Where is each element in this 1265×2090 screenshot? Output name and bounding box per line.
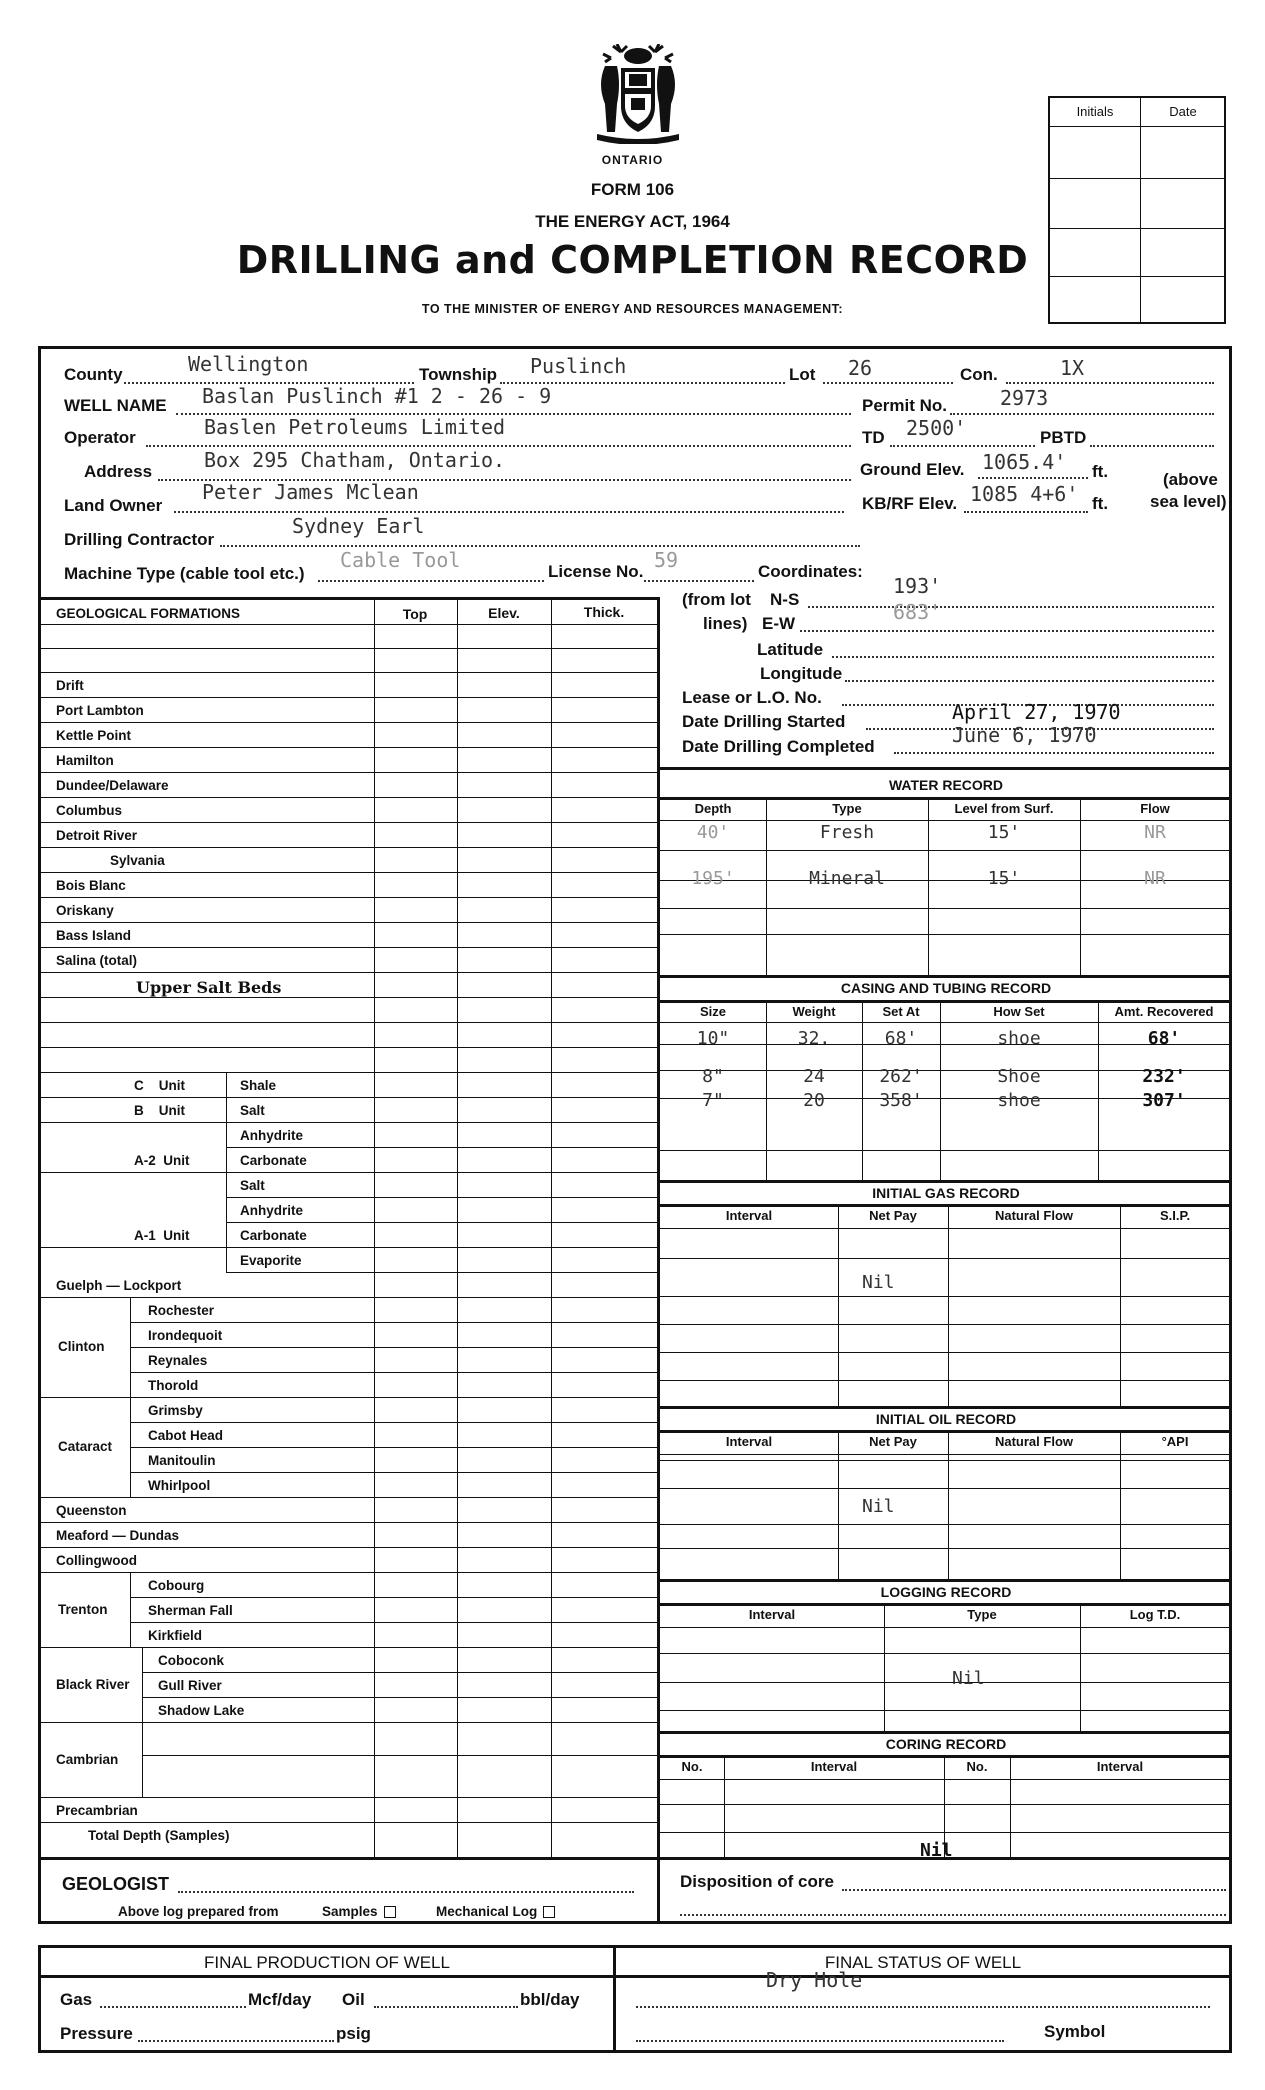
casing-cell: 232' xyxy=(1142,1066,1186,1087)
water-header-cell: Depth xyxy=(694,801,732,816)
cataract-label: Cataract xyxy=(58,1439,113,1454)
casing-cell: shoe xyxy=(997,1090,1041,1111)
salina-unit-label: A-1 Unit xyxy=(134,1228,190,1243)
salina-subunit: Anhydrite xyxy=(240,1128,304,1143)
gas-header-cell: Interval xyxy=(725,1208,773,1223)
cataract-subunit: Cabot Head xyxy=(148,1428,224,1443)
clinton-label: Clinton xyxy=(58,1339,105,1354)
permit-label: Permit No. xyxy=(862,396,948,415)
coring-nil-note: Nil xyxy=(920,1840,953,1861)
gas-record-title: INITIAL GAS RECORD xyxy=(872,1185,1020,1201)
total-depth-label: Total Depth (Samples) xyxy=(88,1828,230,1843)
lease-label: Lease or L.O. No. xyxy=(682,688,822,707)
contractor-value: Sydney Earl xyxy=(292,514,425,538)
logging-header-cell: Log T.D. xyxy=(1129,1607,1181,1622)
coring-header-cell: No. xyxy=(966,1759,988,1774)
coring-record-title: CORING RECORD xyxy=(885,1736,1007,1752)
address-value: Box 295 Chatham, Ontario. xyxy=(204,448,506,472)
water-cell: 15' xyxy=(987,822,1021,843)
form-number: FORM 106 xyxy=(590,180,675,199)
casing-header-cell: Amt. Recovered xyxy=(1114,1004,1214,1019)
casing-cell: 8" xyxy=(702,1066,724,1087)
logging-record-title: LOGGING RECORD xyxy=(880,1584,1012,1600)
addressee: TO THE MINISTER OF ENERGY AND RESOURCES MANAGEMENT: xyxy=(421,302,844,316)
operator-label: Operator xyxy=(64,428,136,447)
ns-value: 193' xyxy=(893,574,942,598)
clinton-subunit: Irondequoit xyxy=(148,1328,223,1343)
date-header: Date xyxy=(1169,104,1197,119)
permit-value: 2973 xyxy=(1000,386,1049,410)
coordinates-label: Coordinates: xyxy=(758,562,863,581)
geo-row-label: Columbus xyxy=(56,803,122,818)
oil-header-cell: Interval xyxy=(725,1434,773,1449)
oil-header-cell: Natural Flow xyxy=(994,1434,1073,1449)
machine-type-value: Cable Tool xyxy=(340,548,461,572)
salina-subunit: Salt xyxy=(240,1178,265,1193)
con-label: Con. xyxy=(960,365,998,384)
queenston-label: Queenston xyxy=(56,1503,127,1518)
oil-header-cell: Net Pay xyxy=(869,1434,917,1449)
above-label: (above xyxy=(1163,470,1218,489)
water-cell: NR xyxy=(1144,822,1166,843)
casing-cell: shoe xyxy=(997,1028,1041,1049)
county-label: County xyxy=(64,365,123,384)
clinton-subunit: Reynales xyxy=(148,1353,208,1368)
cambrian-label: Cambrian xyxy=(56,1752,119,1767)
casing-cell: 24 xyxy=(803,1066,825,1087)
land-owner-value: Peter James Mclean xyxy=(202,480,419,504)
black-river-subunit: Coboconk xyxy=(158,1653,224,1668)
con-value: 1X xyxy=(1060,356,1085,380)
geo-header-thick: Thick. xyxy=(583,604,625,620)
salina-unit-label: A-2 Unit xyxy=(134,1153,190,1168)
water-cell: 15' xyxy=(987,868,1021,889)
geo-row-label: Drift xyxy=(56,678,84,693)
page-title: DRILLING and COMPLETION RECORD xyxy=(236,238,1029,282)
casing-header-cell: Size xyxy=(699,1004,726,1019)
salina-subunit: Salt xyxy=(240,1103,265,1118)
ns-label: N-S xyxy=(770,590,800,609)
well-name-label: WELL NAME xyxy=(64,396,167,415)
cataract-subunit: Manitoulin xyxy=(148,1453,216,1468)
casing-cell: 68' xyxy=(884,1028,918,1049)
geo-header-top: Top xyxy=(402,606,428,622)
address-label: Address xyxy=(84,462,153,481)
cataract-subunit: Whirlpool xyxy=(148,1478,211,1493)
gas-label: Gas xyxy=(60,1990,93,2009)
water-record-title: WATER RECORD xyxy=(888,777,1004,793)
trenton-subunit: Kirkfield xyxy=(148,1628,203,1643)
sea-level-label: sea level) xyxy=(1150,492,1227,511)
township-label: Township xyxy=(419,365,498,384)
casing-header-cell: Set At xyxy=(882,1004,920,1019)
oil-label: Oil xyxy=(342,1990,365,2009)
ground-elev-value: 1065.4' xyxy=(982,450,1067,474)
bbl-label: bbl/day xyxy=(520,1990,580,2009)
final-status-value: Dry Hole xyxy=(766,1968,863,1992)
geo-header-elev: Elev. xyxy=(488,605,520,621)
salina-unit-label: B Unit xyxy=(134,1103,185,1118)
date-started-value: April 27, 1970 xyxy=(952,700,1121,724)
meaford-label: Meaford — Dundas xyxy=(56,1528,180,1543)
water-cell: NR xyxy=(1144,868,1166,889)
samples-checkbox[interactable]: Samples xyxy=(322,1904,396,1919)
kb-elev-label: KB/RF Elev. xyxy=(862,494,958,513)
final-status-title: FINAL STATUS OF WELL xyxy=(824,1953,1022,1972)
gas-header-cell: Net Pay xyxy=(869,1208,917,1223)
lot-label: Lot xyxy=(789,365,816,384)
casing-cell: 307' xyxy=(1142,1090,1186,1111)
black-river-label: Black River xyxy=(56,1676,130,1692)
guelph-label: Guelph — Lockport xyxy=(56,1278,182,1293)
geo-row-label: Hamilton xyxy=(56,753,114,768)
logging-header-cell: Interval xyxy=(748,1607,796,1622)
lot-value: 26 xyxy=(848,356,873,380)
license-value: 59 xyxy=(654,548,679,572)
salina-subunit: Carbonate xyxy=(240,1153,307,1168)
casing-cell: 68' xyxy=(1147,1028,1181,1049)
pressure-label: Pressure xyxy=(60,2024,133,2043)
ontario-coat-of-arms xyxy=(583,44,693,144)
ew-value: 683' xyxy=(893,600,942,624)
well-name-value: Baslan Puslinch #1 2 - 26 - 9 xyxy=(202,384,552,408)
date-completed-value: June 6, 1970 xyxy=(952,723,1097,747)
province-name: ONTARIO xyxy=(601,153,664,167)
symbol-label: Symbol xyxy=(1044,2022,1106,2041)
trenton-subunit: Cobourg xyxy=(148,1578,205,1593)
date-started-label: Date Drilling Started xyxy=(682,712,846,731)
geo-row-label: Bass Island xyxy=(56,928,132,943)
salina-subunit: Evaporite xyxy=(240,1253,302,1268)
water-cell: Fresh xyxy=(819,822,875,843)
trenton-label: Trenton xyxy=(58,1601,108,1617)
geo-row-label: Sylvania xyxy=(110,853,165,868)
casing-cell: 262' xyxy=(879,1066,923,1087)
pbtd-label: PBTD xyxy=(1040,428,1087,447)
td-label: TD xyxy=(862,428,885,447)
final-production-title: FINAL PRODUCTION OF WELL xyxy=(204,1953,450,1972)
ft-label-1: ft. xyxy=(1092,462,1109,481)
salina-subunit: Anhydrite xyxy=(240,1203,304,1218)
gas-nil-note: Nil xyxy=(862,1272,895,1293)
ew-label: E-W xyxy=(762,614,796,633)
casing-record-title: CASING AND TUBING RECORD xyxy=(840,980,1052,996)
disposition-label: Disposition of core xyxy=(680,1872,834,1891)
casing-header-cell: How Set xyxy=(993,1004,1045,1019)
oil-header-cell: °API xyxy=(1161,1434,1189,1449)
prepared-from-label: Above log prepared from xyxy=(118,1904,279,1919)
geo-row-label: Port Lambton xyxy=(56,703,144,718)
geo-row-label: Dundee/Delaware xyxy=(56,778,169,793)
license-label: License No. xyxy=(548,562,644,581)
salina-subunit: Shale xyxy=(240,1078,277,1093)
county-value: Wellington xyxy=(188,352,309,376)
black-river-subunit: Shadow Lake xyxy=(158,1703,245,1718)
casing-cell: 10" xyxy=(696,1028,730,1049)
initials-date-box xyxy=(1048,96,1226,324)
trenton-subunit: Sherman Fall xyxy=(148,1603,233,1618)
logging-header-cell: Type xyxy=(967,1607,997,1622)
water-header-cell: Level from Surf. xyxy=(954,801,1054,816)
machine-type-label: Machine Type (cable tool etc.) xyxy=(64,564,305,583)
casing-cell: 20 xyxy=(803,1090,825,1111)
casing-cell: Shoe xyxy=(997,1066,1041,1087)
collingwood-label: Collingwood xyxy=(56,1553,137,1568)
clinton-subunit: Rochester xyxy=(148,1303,215,1318)
geo-row-label: Oriskany xyxy=(56,903,114,918)
mcf-label: Mcf/day xyxy=(248,1990,312,2009)
coring-header-cell: Interval xyxy=(1096,1759,1144,1774)
geo-row-label: Detroit River xyxy=(56,828,138,843)
clinton-subunit: Thorold xyxy=(148,1378,199,1393)
cataract-subunit: Grimsby xyxy=(148,1403,203,1418)
date-completed-label: Date Drilling Completed xyxy=(682,737,875,756)
coring-header-cell: No. xyxy=(681,1759,703,1774)
oil-nil-note: Nil xyxy=(862,1496,895,1517)
water-header-cell: Type xyxy=(832,801,862,816)
geo-row-label: Salina (total) xyxy=(56,953,138,968)
psig-label: psig xyxy=(336,2024,371,2043)
coring-header-cell: Interval xyxy=(810,1759,858,1774)
initials-header: Initials xyxy=(1076,104,1114,119)
water-header-cell: Flow xyxy=(1140,801,1170,816)
casing-cell: 358' xyxy=(879,1090,923,1111)
geologist-label: GEOLOGIST xyxy=(62,1874,170,1894)
operator-value: Baslen Petroleums Limited xyxy=(204,415,506,439)
water-cell: Mineral xyxy=(809,868,885,889)
geo-header-formations: GEOLOGICAL FORMATIONS xyxy=(56,606,240,621)
from-lot-label: (from lot xyxy=(682,590,751,609)
kb-elev-value: 1085 4+6' xyxy=(970,482,1079,506)
casing-cell: 7" xyxy=(702,1090,724,1111)
lines-label: lines) xyxy=(703,614,748,633)
upper-salt-beds-label: Upper Salt Beds xyxy=(136,978,282,997)
oil-record-title: INITIAL OIL RECORD xyxy=(875,1411,1017,1427)
mechanical-log-checkbox[interactable]: Mechanical Log xyxy=(436,1904,555,1919)
gas-header-cell: Natural Flow xyxy=(994,1208,1073,1223)
ft-label-2: ft. xyxy=(1092,494,1109,513)
geo-row-label: Bois Blanc xyxy=(56,878,126,893)
energy-act: THE ENERGY ACT, 1964 xyxy=(535,212,730,231)
salina-unit-label: C Unit xyxy=(134,1078,185,1093)
contractor-label: Drilling Contractor xyxy=(64,530,215,549)
black-river-subunit: Gull River xyxy=(158,1678,222,1693)
salina-subunit: Carbonate xyxy=(240,1228,307,1243)
township-value: Puslinch xyxy=(530,354,627,378)
casing-header-cell: Weight xyxy=(792,1004,836,1019)
precambrian-label: Precambrian xyxy=(56,1803,138,1818)
geo-row-label: Kettle Point xyxy=(56,728,132,743)
latitude-label: Latitude xyxy=(757,640,824,659)
longitude-label: Longitude xyxy=(760,664,843,683)
water-cell: 195' xyxy=(691,868,735,889)
casing-cell: 32. xyxy=(797,1028,831,1049)
water-cell: 40' xyxy=(696,822,730,843)
logging-nil-note: Nil xyxy=(952,1668,985,1689)
land-owner-label: Land Owner xyxy=(64,496,163,515)
gas-header-cell: S.I.P. xyxy=(1159,1208,1191,1223)
ground-elev-label: Ground Elev. xyxy=(860,460,965,479)
td-value: 2500' xyxy=(906,416,967,440)
